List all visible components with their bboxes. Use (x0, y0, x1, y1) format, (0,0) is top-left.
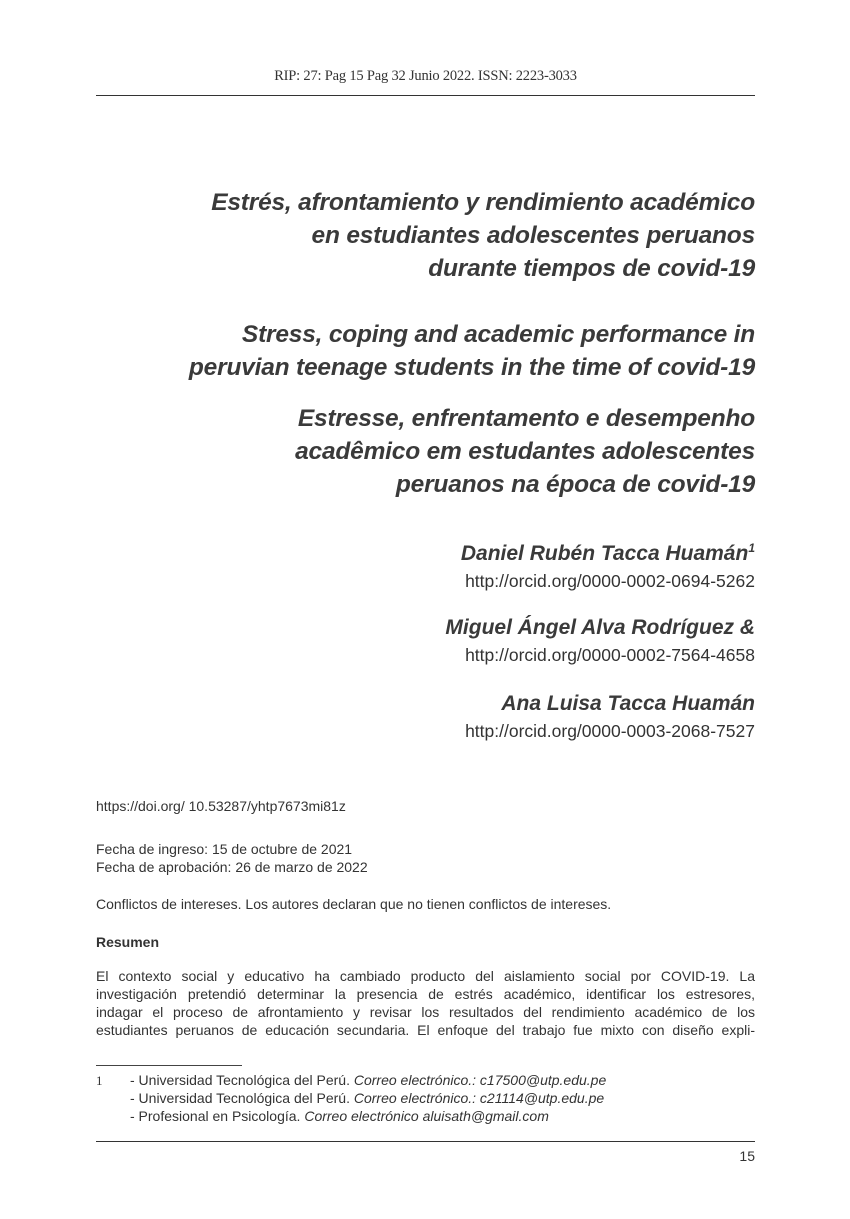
author-name-text: Daniel Rubén Tacca Huamán (460, 542, 749, 565)
title-line: en estudiantes adolescentes peruanos (311, 222, 755, 249)
abstract-body (96, 967, 755, 1039)
abstract-line: estudiantes peruanos de educación secundaria. El enfoque del trabajo fue mixto con diseño expli- (96, 1022, 755, 1038)
page-number: 15 (739, 1148, 755, 1164)
footnote-line (96, 1089, 606, 1107)
title-english (189, 318, 755, 384)
abstract-line: El contexto social y educativo ha cambiado producto del aislamiento social por COVID-19. La (96, 968, 755, 984)
footnote-ref[interactable]: 1 (748, 541, 755, 555)
footnote-email[interactable]: Correo electrónico.: c21114@utp.edu.pe (353, 1090, 605, 1106)
title-line: peruanos na época de covid-19 (395, 471, 755, 498)
author-block (461, 539, 755, 593)
abstract-line: indagar el proceso de afrontamiento y revisar los resultados del rendimiento académico de los (96, 1004, 755, 1020)
footnotes (96, 1071, 606, 1125)
abstract-line: investigación pretendió determinar la presencia de estrés académico, identificar los estresores, (96, 986, 755, 1002)
title-portuguese (295, 402, 755, 501)
received-date: Fecha de ingreso: 15 de octubre de 2021 (96, 841, 353, 857)
running-header: RIP: 27: Pag 15 Pag 32 Junio 2022. ISSN: 2223-3033 (274, 68, 577, 84)
author-name (461, 539, 755, 569)
author-name: Ana Luisa Tacca Huamán (501, 692, 755, 715)
title-line: Stress, coping and academic performance in (241, 321, 755, 348)
title-line: durante tiempos de covid-19 (428, 255, 755, 282)
header-divider (96, 95, 755, 96)
title-line: acadêmico em estudantes adolescentes (295, 438, 755, 465)
submission-dates (96, 840, 755, 876)
footnote-email[interactable]: Correo electrónico.: c17500@utp.edu.pe (353, 1072, 607, 1088)
footnote-line (96, 1071, 606, 1089)
orcid-link[interactable]: http://orcid.org/0000-0003-2068-7527 (465, 721, 755, 741)
orcid-link[interactable]: http://orcid.org/0000-0002-7564-4658 (465, 645, 755, 665)
footnote-affiliation: - Universidad Tecnológica del Perú. (130, 1072, 354, 1088)
orcid-link[interactable]: http://orcid.org/0000-0002-0694-5262 (465, 571, 755, 591)
title-line: Estrés, afrontamiento y rendimiento académico (211, 189, 755, 216)
author-name: Miguel Ángel Alva Rodríguez & (445, 616, 755, 639)
title-line: peruvian teenage students in the time of covid-19 (188, 354, 755, 381)
author-block (465, 689, 755, 743)
author-block (445, 613, 755, 667)
conflicts-statement: Conflictos de intereses. Los autores declaran que no tienen conflictos de intereses. (96, 896, 612, 912)
abstract-heading: Resumen (96, 934, 160, 950)
footnote-line (96, 1107, 606, 1125)
footer-divider (96, 1141, 755, 1142)
footnote-marker: 1 (96, 1073, 103, 1088)
footnote-divider (96, 1065, 242, 1066)
footnote-affiliation: - Profesional en Psicología. (130, 1108, 305, 1124)
title-line: Estresse, enfrentamento e desempenho (297, 405, 755, 432)
footnote-email[interactable]: Correo electrónico aluisath@gmail.com (304, 1108, 549, 1124)
approved-date: Fecha de aprobación: 26 de marzo de 2022 (96, 859, 368, 875)
doi-link[interactable]: https://doi.org/ 10.53287/yhtp7673mi81z (96, 798, 346, 814)
footnote-affiliation: - Universidad Tecnológica del Perú. (130, 1090, 354, 1106)
title-spanish (211, 186, 755, 285)
